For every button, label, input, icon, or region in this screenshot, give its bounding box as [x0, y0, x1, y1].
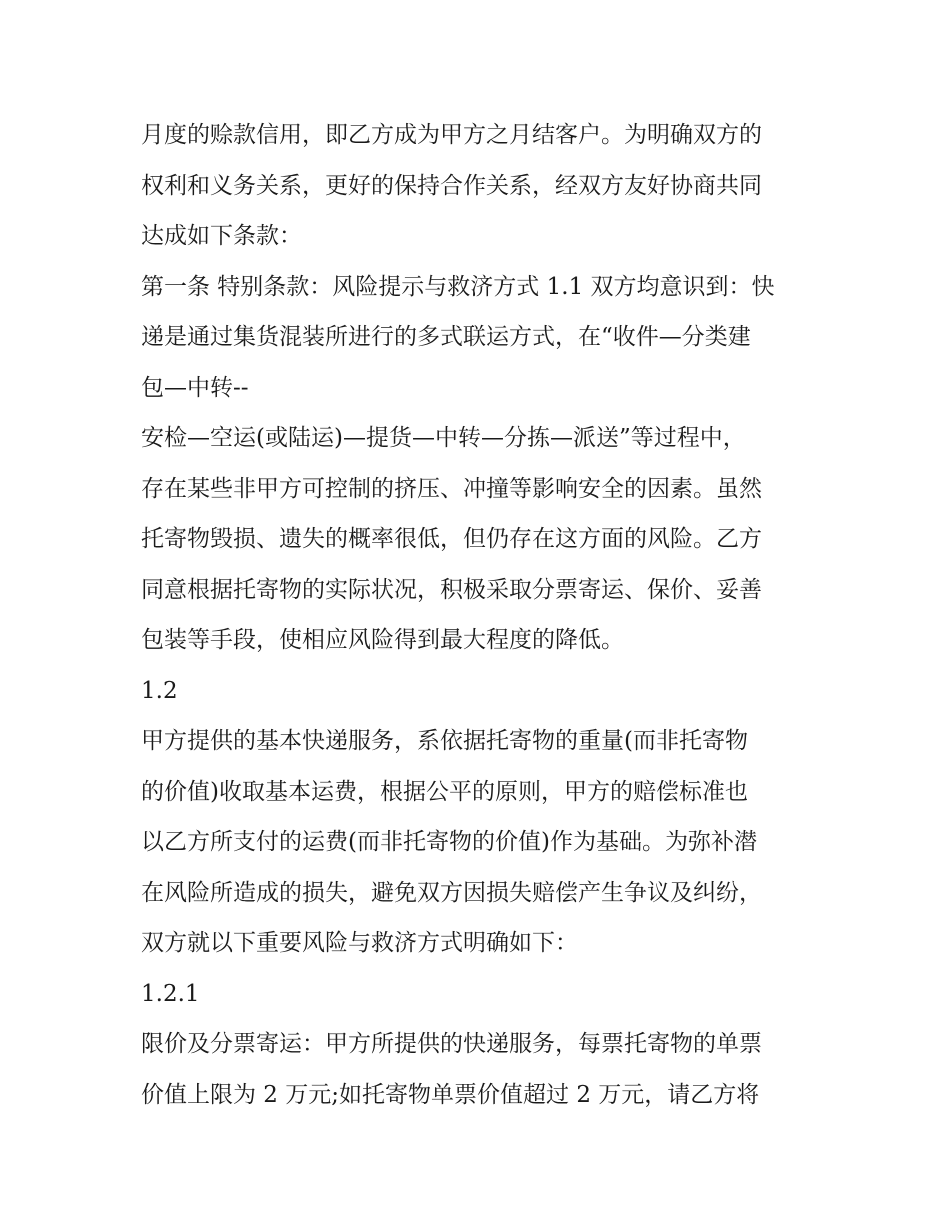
text-line: 存在某些非甲方可控制的挤压、冲撞等影响安全的因素。虽然	[141, 475, 762, 502]
text-line: 在风险所造成的损失，避免双方因损失赔偿产生争议及纠纷，	[141, 879, 762, 906]
text-line: 双方就以下重要风险与救济方式明确如下：	[141, 930, 578, 956]
text-line: 同意根据托寄物的实际状况，积极采取分票寄运、保价、妥善	[141, 576, 762, 603]
text-line: 安检—空运(或陆运)—提货—中转—分拣—派送”等过程中，	[141, 425, 746, 451]
text-line: 价值上限为 2 万元;如托寄物单票价值超过 2 万元，请乙方将	[141, 1081, 760, 1108]
text-line: 第一条 特别条款：风险提示与救济方式 1.1 双方均意识到：快	[141, 273, 775, 300]
text-line: 限价及分票寄运：甲方所提供的快递服务，每票托寄物的单票	[141, 1031, 762, 1057]
text-line: 包—中转--	[141, 374, 249, 401]
text-line: 托寄物毁损、遗失的概率很低，但仍存在这方面的风险。乙方	[141, 526, 762, 552]
text-line: 达成如下条款：	[141, 223, 302, 249]
text-line: 包装等手段，使相应风险得到最大程度的降低。	[141, 627, 624, 653]
section-number: 1.2.1	[141, 980, 200, 1007]
text-line: 的价值)收取基本运费，根据公平的原则，甲方的赔偿标准也	[141, 778, 748, 805]
document-body-text	[141, 110, 821, 1120]
text-line: 月度的赊款信用，即乙方成为甲方之月结客户。为明确双方的	[141, 122, 762, 148]
text-line: 甲方提供的基本快递服务，系依据托寄物的重量(而非托寄物	[141, 728, 748, 754]
text-line: 以乙方所支付的运费(而非托寄物的价值)作为基础。为弥补潜	[141, 829, 757, 855]
text-line: 递是通过集货混装所进行的多式联运方式，在“收件—分类建	[141, 324, 751, 350]
section-number: 1.2	[141, 677, 178, 704]
text-line: 权利和义务关系，更好的保持合作关系，经双方友好协商共同	[141, 172, 762, 199]
